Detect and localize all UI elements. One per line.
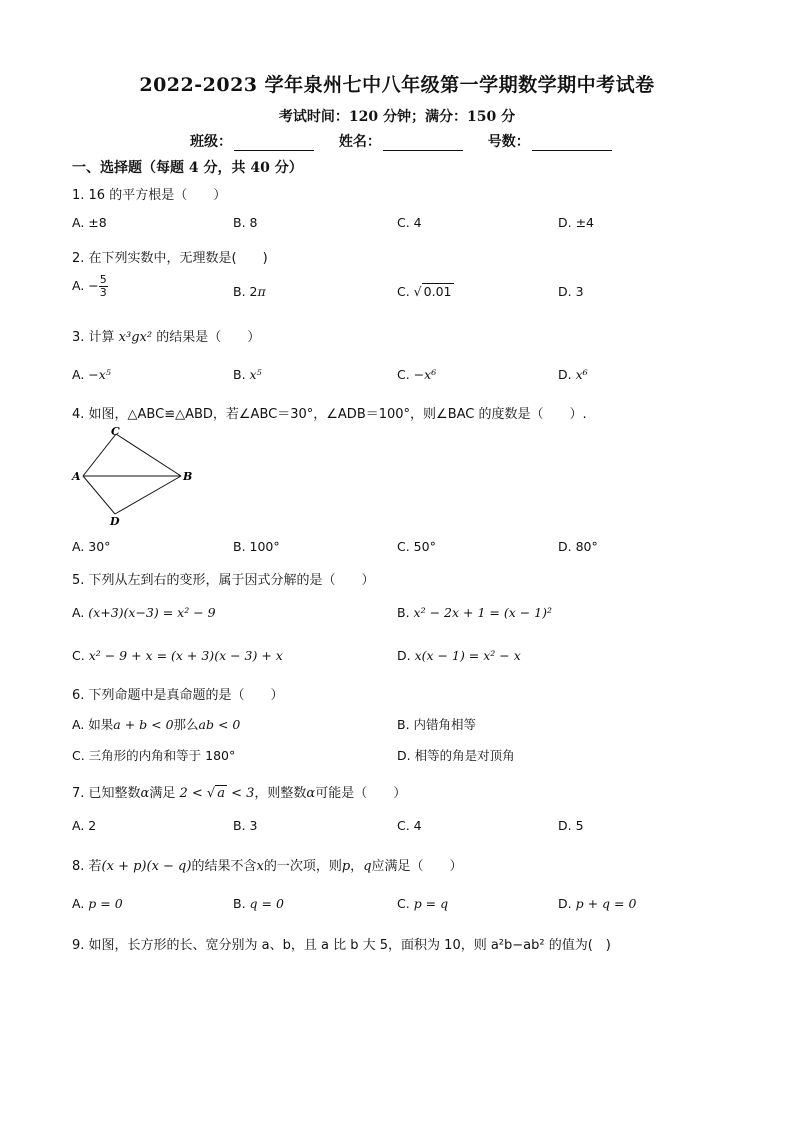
question-6-stem: 6. 下列命题中是真命题的是（ ） bbox=[72, 688, 284, 703]
q7-option-d: D. 5 bbox=[558, 818, 584, 833]
q4-option-d: D. 80° bbox=[558, 539, 598, 554]
q3-option-b: B. x⁵ bbox=[233, 367, 262, 382]
q2-option-d: D. 3 bbox=[558, 284, 584, 299]
class-label: 班级： bbox=[190, 134, 232, 150]
q7-option-a: A. 2 bbox=[72, 818, 97, 833]
q4-option-c: C. 50° bbox=[397, 539, 436, 554]
q5-option-d: D. x(x − 1) = x² − x bbox=[397, 648, 521, 663]
q2-option-b: B. 2π bbox=[233, 284, 266, 299]
q4-option-a: A. 30° bbox=[72, 539, 111, 554]
q8-option-d: D. p + q = 0 bbox=[558, 896, 637, 911]
q7-option-c: C. 4 bbox=[397, 818, 422, 833]
q1-option-c: C. 4 bbox=[397, 215, 422, 230]
q5-option-a: A. (x+3)(x−3) = x² − 9 bbox=[72, 605, 216, 620]
q6-option-c: C. 三角形的内角和等于 180° bbox=[72, 748, 236, 763]
vertex-label-c: C bbox=[111, 425, 120, 438]
q1-option-a: A. ±8 bbox=[72, 215, 107, 230]
name-blank bbox=[383, 136, 463, 151]
q2-option-c: C. √ 0.01 bbox=[397, 284, 452, 299]
vertex-label-a: A bbox=[72, 470, 81, 483]
q5-option-c: C. x² − 9 + x = (x + 3)(x − 3) + x bbox=[72, 648, 283, 663]
question-4-stem: 4. 如图，△ABC≌△ABD，若∠ABC＝30°，∠ADB＝100°，则∠BAC 的度数是（ ）. bbox=[72, 407, 587, 422]
section-heading: 一、选择题（每题 4 分，共 40 分） bbox=[72, 160, 303, 176]
segment-db bbox=[115, 476, 181, 514]
q4-option-b: B. 100° bbox=[233, 539, 280, 554]
student-info-row bbox=[190, 131, 632, 151]
q8-option-b: B. q = 0 bbox=[233, 896, 284, 911]
q4-triangle-figure bbox=[68, 422, 198, 530]
number-blank bbox=[532, 136, 612, 151]
page-title: 2022-2023 学年泉州七中八年级第一学期数学期中考试卷 bbox=[139, 74, 655, 96]
q2-option-a: A. − $\frac{5}{3}$ bbox=[72, 273, 107, 299]
q5-option-b: B. x² − 2x + 1 = (x − 1)² bbox=[397, 605, 553, 620]
number-label: 号数： bbox=[487, 134, 530, 150]
question-7-stem: 7. 已知整数α满足 2 < √ a < 3，则整数α可能是（ ） bbox=[72, 786, 407, 801]
q6-option-a: A. 如果a + b < 0那么ab < 0 bbox=[72, 717, 241, 732]
name-label: 姓名： bbox=[338, 134, 381, 150]
class-blank bbox=[234, 136, 314, 151]
q8-option-a: A. p = 0 bbox=[72, 896, 123, 911]
segment-ad bbox=[83, 476, 115, 514]
segment-ac bbox=[83, 434, 116, 476]
question-8-stem: 8. 若(x + p)(x − q)的结果不含x的一次项，则p，q应满足（ ） bbox=[72, 859, 463, 874]
q7-option-b: B. 3 bbox=[233, 818, 258, 833]
q8-option-c: C. p = q bbox=[397, 896, 449, 911]
q3-option-a: A. −x⁵ bbox=[72, 367, 111, 382]
q1-option-d: D. ±4 bbox=[558, 215, 594, 230]
question-9-stem: 9. 如图，长方形的长、宽分别为 a、b，且 a 比 b 大 5，面积为 10，则 a²b−ab² 的值为( ) bbox=[72, 938, 611, 953]
q6-option-d: D. 相等的角是对顶角 bbox=[397, 748, 515, 763]
question-3-stem: 3. 计算 x³gx² 的结果是（ ） bbox=[72, 330, 261, 345]
question-1-stem: 1. 16 的平方根是（ ） bbox=[72, 188, 227, 203]
exam-subtitle: 考试时间：120 分钟；满分：150 分 bbox=[278, 109, 516, 125]
question-2-stem: 2. 在下列实数中，无理数是( ) bbox=[72, 251, 268, 266]
q1-option-b: B. 8 bbox=[233, 215, 258, 230]
q6-option-b: B. 内错角相等 bbox=[397, 717, 477, 732]
q3-option-d: D. x⁶ bbox=[558, 367, 588, 382]
vertex-label-d: D bbox=[110, 515, 120, 528]
segment-cb bbox=[116, 434, 181, 476]
vertex-label-b: B bbox=[183, 470, 193, 483]
q3-option-c: C. −x⁶ bbox=[397, 367, 437, 382]
question-5-stem: 5. 下列从左到右的变形，属于因式分解的是（ ） bbox=[72, 573, 375, 588]
q2-fraction: $\frac{5}{3}$ bbox=[99, 273, 107, 299]
